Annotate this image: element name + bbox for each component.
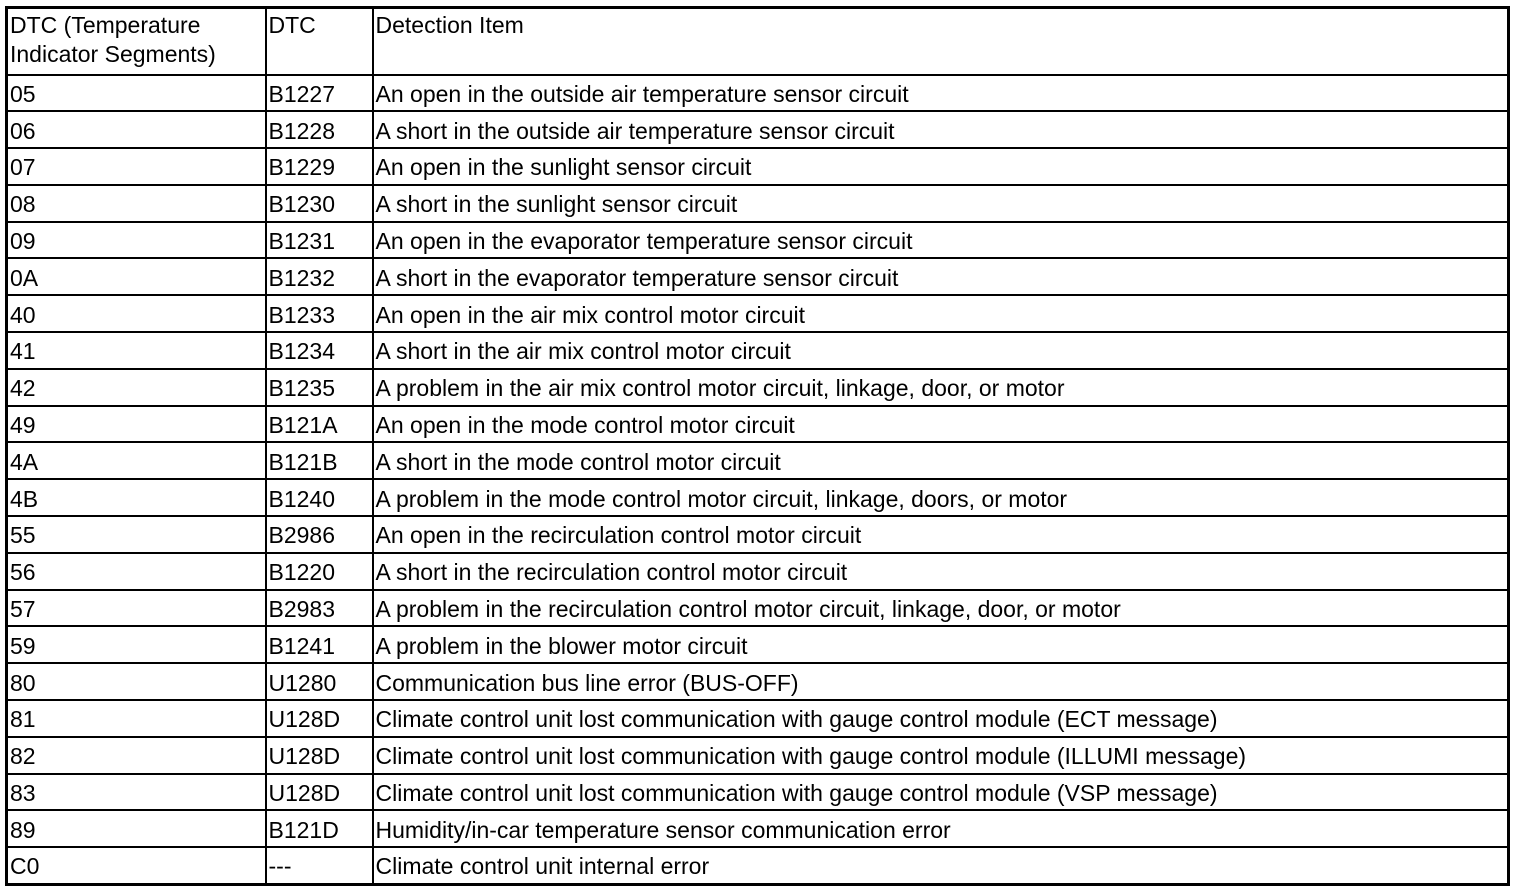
- table-row: [7, 148, 1509, 185]
- cell-detection-item: A short in the mode control motor circuit: [373, 442, 1509, 479]
- cell-detection-item: Communication bus line error (BUS-OFF): [373, 663, 1509, 700]
- table-row: [7, 553, 1509, 590]
- cell-dtc: B1231: [266, 222, 373, 259]
- header-dtc: DTC: [266, 8, 373, 75]
- cell-detection-item: A short in the recirculation control motor circuit: [373, 553, 1509, 590]
- cell-detection-item: An open in the evaporator temperature sensor circuit: [373, 222, 1509, 259]
- cell-detection-item: A short in the sunlight sensor circuit: [373, 185, 1509, 222]
- cell-segments: 57: [7, 590, 266, 627]
- table-row: [7, 737, 1509, 774]
- cell-detection-item: A short in the evaporator temperature sensor circuit: [373, 258, 1509, 295]
- table-row: [7, 369, 1509, 406]
- cell-detection-item: An open in the air mix control motor circuit: [373, 295, 1509, 332]
- table-row: [7, 663, 1509, 700]
- cell-segments: 59: [7, 626, 266, 663]
- cell-segments: 0A: [7, 258, 266, 295]
- cell-dtc: B1230: [266, 185, 373, 222]
- cell-segments: 83: [7, 774, 266, 811]
- dtc-table: [5, 6, 1510, 886]
- cell-dtc: U128D: [266, 737, 373, 774]
- cell-segments: 89: [7, 810, 266, 847]
- header-detection-item: Detection Item: [373, 8, 1509, 75]
- cell-detection-item: An open in the outside air temperature sensor circuit: [373, 75, 1509, 112]
- cell-dtc: B1233: [266, 295, 373, 332]
- cell-segments: 05: [7, 75, 266, 112]
- cell-dtc: B1232: [266, 258, 373, 295]
- table-header-row: [7, 8, 1509, 75]
- cell-dtc: B121D: [266, 810, 373, 847]
- cell-segments: 82: [7, 737, 266, 774]
- cell-detection-item: A problem in the mode control motor circuit, linkage, doors, or motor: [373, 479, 1509, 516]
- cell-segments: 40: [7, 295, 266, 332]
- cell-segments: 4B: [7, 479, 266, 516]
- dtc-table-body: [7, 8, 1509, 885]
- table-row: [7, 185, 1509, 222]
- cell-dtc: B1240: [266, 479, 373, 516]
- cell-detection-item: Climate control unit lost communication with gauge control module (ILLUMI message): [373, 737, 1509, 774]
- cell-segments: 08: [7, 185, 266, 222]
- cell-dtc: B1228: [266, 111, 373, 148]
- cell-detection-item: Climate control unit internal error: [373, 847, 1509, 884]
- cell-detection-item: A problem in the recirculation control motor circuit, linkage, door, or motor: [373, 590, 1509, 627]
- cell-segments: 06: [7, 111, 266, 148]
- cell-dtc: U128D: [266, 774, 373, 811]
- cell-detection-item: A short in the air mix control motor circuit: [373, 332, 1509, 369]
- table-row: [7, 295, 1509, 332]
- cell-segments: 56: [7, 553, 266, 590]
- cell-segments: 09: [7, 222, 266, 259]
- cell-detection-item: An open in the mode control motor circuit: [373, 406, 1509, 443]
- cell-segments: C0: [7, 847, 266, 884]
- cell-dtc: B1227: [266, 75, 373, 112]
- table-row: [7, 479, 1509, 516]
- table-row: [7, 222, 1509, 259]
- cell-segments: 49: [7, 406, 266, 443]
- cell-dtc: ---: [266, 847, 373, 884]
- cell-dtc: B2983: [266, 590, 373, 627]
- cell-segments: 07: [7, 148, 266, 185]
- cell-dtc: B1229: [266, 148, 373, 185]
- cell-segments: 42: [7, 369, 266, 406]
- cell-detection-item: Climate control unit lost communication with gauge control module (VSP message): [373, 774, 1509, 811]
- cell-detection-item: A short in the outside air temperature sensor circuit: [373, 111, 1509, 148]
- cell-detection-item: An open in the sunlight sensor circuit: [373, 148, 1509, 185]
- cell-segments: 4A: [7, 442, 266, 479]
- cell-dtc: U1280: [266, 663, 373, 700]
- dtc-table-container: [5, 6, 1510, 886]
- table-row: [7, 700, 1509, 737]
- table-row: [7, 258, 1509, 295]
- cell-detection-item: Climate control unit lost communication with gauge control module (ECT message): [373, 700, 1509, 737]
- table-row: [7, 332, 1509, 369]
- cell-segments: 55: [7, 516, 266, 553]
- cell-dtc: B1234: [266, 332, 373, 369]
- table-row: [7, 590, 1509, 627]
- table-row: [7, 406, 1509, 443]
- table-row: [7, 111, 1509, 148]
- table-row: [7, 847, 1509, 884]
- cell-dtc: B1220: [266, 553, 373, 590]
- table-row: [7, 516, 1509, 553]
- table-row: [7, 626, 1509, 663]
- cell-detection-item: A problem in the air mix control motor circuit, linkage, door, or motor: [373, 369, 1509, 406]
- cell-detection-item: Humidity/in-car temperature sensor communication error: [373, 810, 1509, 847]
- cell-dtc: U128D: [266, 700, 373, 737]
- header-segments: DTC (Temperature Indicator Segments): [7, 8, 266, 75]
- cell-dtc: B1235: [266, 369, 373, 406]
- cell-detection-item: A problem in the blower motor circuit: [373, 626, 1509, 663]
- cell-dtc: B121B: [266, 442, 373, 479]
- cell-dtc: B1241: [266, 626, 373, 663]
- cell-dtc: B2986: [266, 516, 373, 553]
- table-row: [7, 442, 1509, 479]
- cell-dtc: B121A: [266, 406, 373, 443]
- table-row: [7, 75, 1509, 112]
- cell-detection-item: An open in the recirculation control motor circuit: [373, 516, 1509, 553]
- cell-segments: 41: [7, 332, 266, 369]
- table-row: [7, 774, 1509, 811]
- cell-segments: 80: [7, 663, 266, 700]
- cell-segments: 81: [7, 700, 266, 737]
- table-row: [7, 810, 1509, 847]
